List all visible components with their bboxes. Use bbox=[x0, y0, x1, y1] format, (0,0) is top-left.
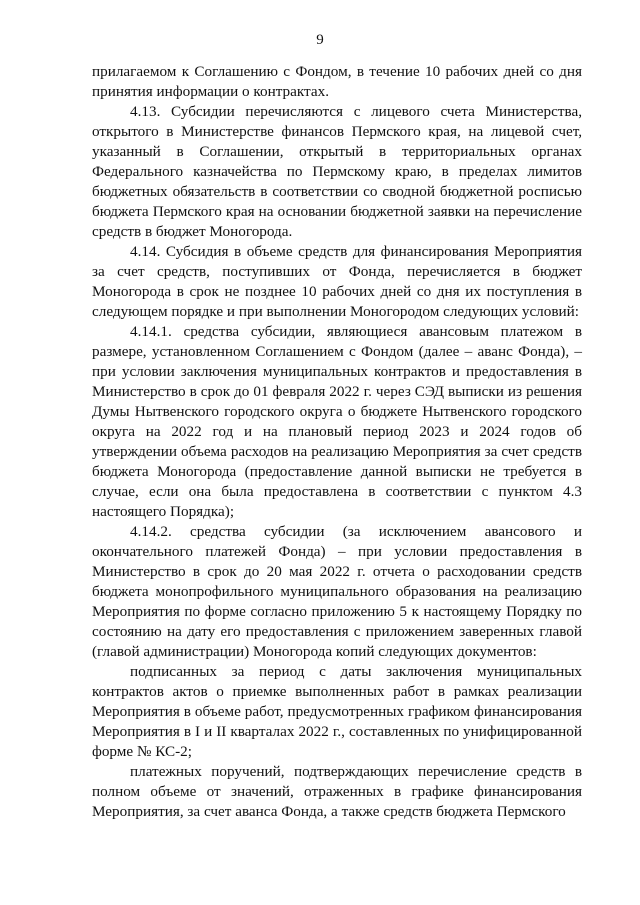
paragraph-payment-orders-list-item: платежных поручений, подтверждающих перечисление средств в полном объеме от значений, отраженных в графике финансирования Мероприятия, за счет аванса Фонда, а также средств бюджета Пермского bbox=[92, 763, 582, 820]
paragraph-4-14-2: 4.14.2. средства субсидии (за исключением авансового и окончательного платежей Фонда) – при условии предоставления в Министерство в срок до 20 мая 2022 г. отчета о расходовании средств бюджета монопрофильного муниципального образования на реализацию Мероприятия по форме согласно приложению 5 к настоящему Порядку по состоянию на дату его предоставления с приложением заверенных главой (главой администрации) Моногорода копий следующих документов: bbox=[92, 523, 582, 660]
paragraph-acts-list-item: подписанных за период с даты заключения муниципальных контрактов актов о приемке выполненных работ в рамках реализации Мероприятия в объеме работ, предусмотренных графиком финансирования Мероприятия в I и II кварталах 2022 г., составленных по унифицированной форме № КС-2; bbox=[92, 663, 582, 760]
paragraph-4-14-1: 4.14.1. средства субсидии, являющиеся авансовым платежом в размере, установленном Соглашением с Фондом (далее – аванс Фонда), – при условии заключения муниципальных контрактов и предоставления в Министерство в срок до 01 февраля 2022 г. через СЭД выписки из решения Думы Нытвенского городского округа о бюджете Нытвенского городского округа на 2022 год и на плановый период 2023 и 2024 годов об утверждении объема расходов на реализацию Мероприятия за счет средств бюджета Моногорода (предоставление данной выписки не требуется в случае, если она была предоставлена в соответствии с пунктом 4.3 настоящего Порядка); bbox=[92, 323, 582, 520]
document-body bbox=[92, 62, 582, 822]
paragraph-4-14: 4.14. Субсидия в объеме средств для финансирования Мероприятия за счет средств, поступивших от Фонда, перечисляется в бюджет Моногорода в срок не позднее 10 рабочих дней со дня их поступления в следующем порядке и при выполнении Моногородом следующих условий: bbox=[92, 243, 582, 320]
paragraph-continuation: прилагаемом к Соглашению с Фондом, в течение 10 рабочих дней со дня принятия информации о контрактах. bbox=[92, 63, 582, 100]
paragraph-4-13: 4.13. Субсидии перечисляются с лицевого счета Министерства, открытого в Министерстве финансов Пермского края, на лицевой счет, указанный в Соглашении, открытый в территориальных органах Федерального казначейства по Пермскому краю, в пределах лимитов бюджетных обязательств в соответствии со сводной бюджетной росписью бюджета Пермского края на основании бюджетной заявки на перечисление средств в бюджет Моногорода. bbox=[92, 103, 582, 240]
page-number: 9 bbox=[316, 32, 324, 48]
